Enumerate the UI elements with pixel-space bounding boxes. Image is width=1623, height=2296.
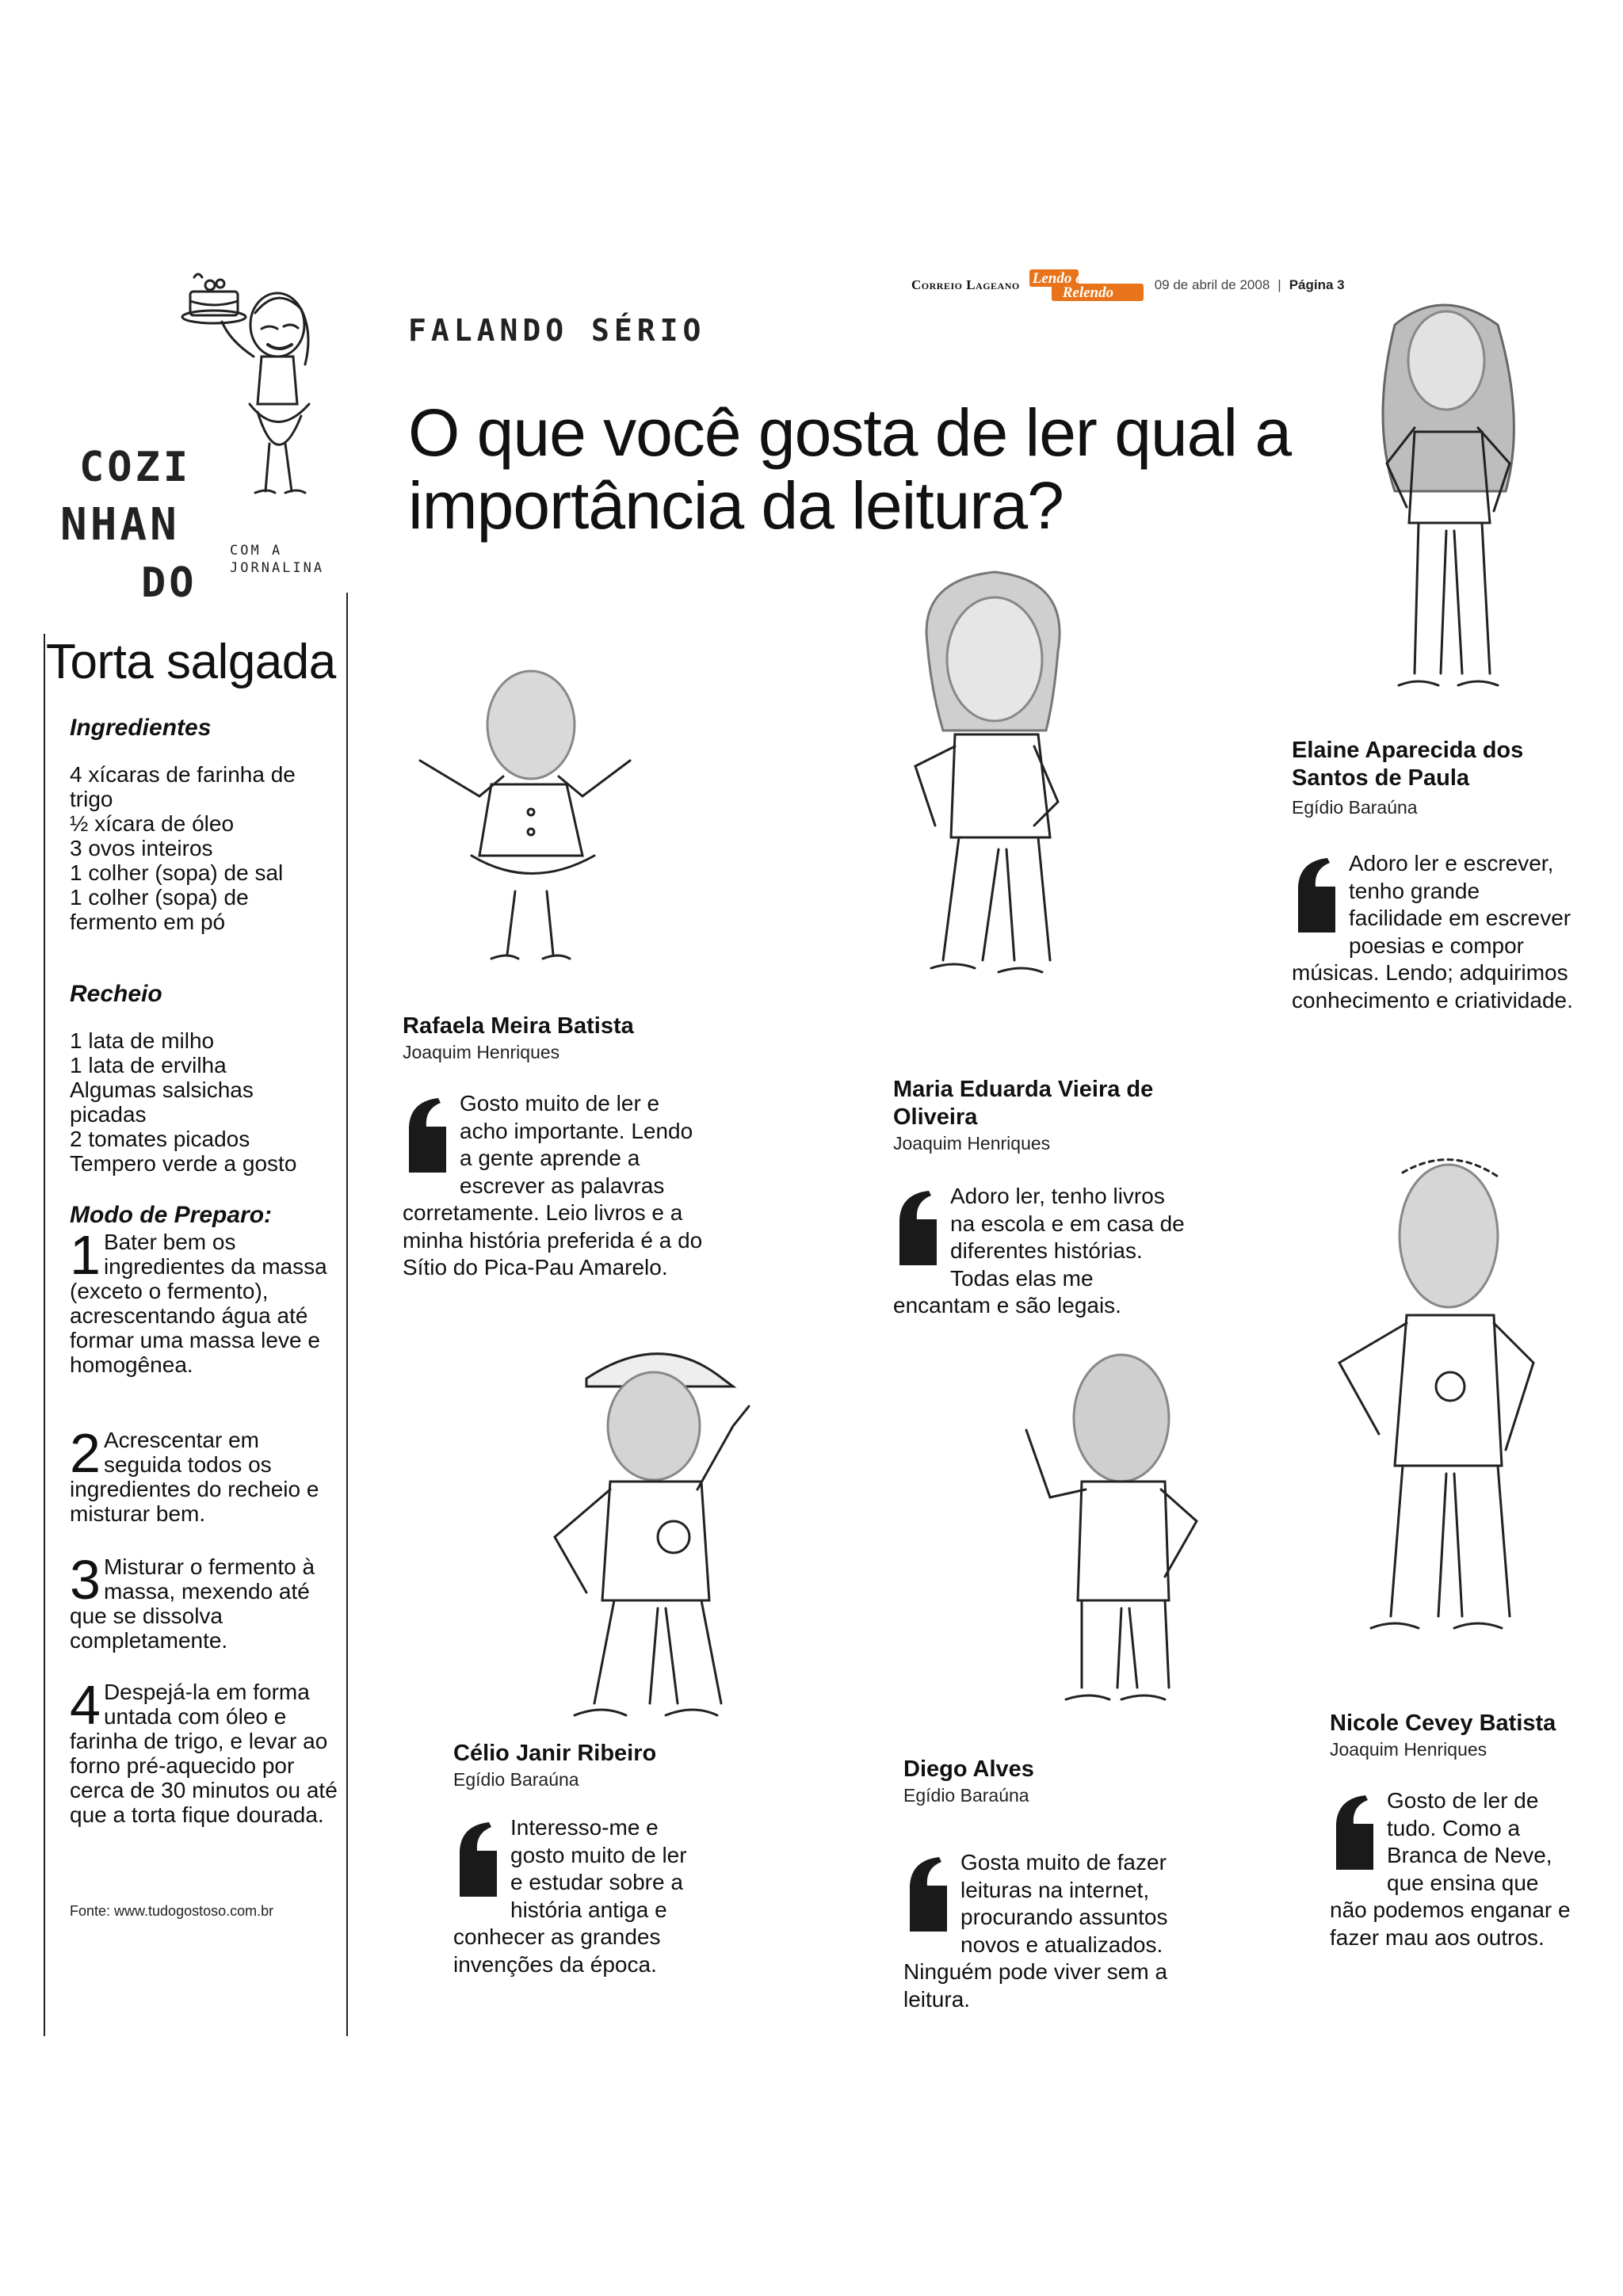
page-number: Página 3 <box>1289 277 1345 292</box>
logo-text-bottom: Relendo <box>1062 284 1114 301</box>
cooking-byline-with: COM A <box>230 543 283 559</box>
person-card-elaine <box>1292 737 1577 1014</box>
celio-figure-illustration <box>539 1331 769 1751</box>
person-name: Diego Alves <box>903 1756 1034 1782</box>
ingredient-item: fermento em pó <box>70 910 226 934</box>
person-quote <box>1330 1787 1571 1951</box>
person-card-celio <box>453 1740 691 1978</box>
person-card-maria-eduarda <box>893 1076 1186 1320</box>
filling-item: Algumas salsichas <box>70 1077 254 1102</box>
quote-mark-icon <box>453 1819 501 1898</box>
person-name: Nicole Cevey Batista <box>1330 1711 1556 1736</box>
recipe-title: Torta salgada <box>46 635 336 689</box>
filling-item: Tempero verde a gosto <box>70 1151 297 1176</box>
person-school: Egídio Baraúna <box>453 1769 579 1790</box>
page-header <box>911 269 1395 301</box>
quote-mark-icon <box>903 1854 951 1933</box>
section-kicker: FALANDO SÉRIO <box>408 313 706 348</box>
person-school: Egídio Baraúna <box>1292 797 1418 818</box>
person-card-diego <box>903 1756 1193 2013</box>
person-quote <box>403 1090 704 1282</box>
method-step <box>70 1422 341 1526</box>
person-quote-text: Gosto de ler de tudo. Como a Branca de Neve, que ensina que não podemos enganar e fazer mau aos outros. <box>1330 1788 1571 1950</box>
logo-text-top: Lendo e <box>1032 270 1083 287</box>
issue-date: 09 de abril de 2008 <box>1154 277 1270 292</box>
method-step <box>70 1549 341 1653</box>
person-school: Joaquim Henriques <box>403 1042 560 1062</box>
newspaper-name: Correio Lageano <box>911 277 1020 292</box>
person-card-rafaela <box>403 1013 704 1282</box>
maria-eduarda-figure-illustration <box>888 564 1109 1028</box>
filling-item: 1 lata de milho <box>70 1028 215 1053</box>
filling-item: 1 lata de ervilha <box>70 1053 227 1077</box>
person-quote <box>903 1849 1193 2013</box>
quote-mark-icon <box>1330 1792 1377 1871</box>
step-number: 2 <box>70 1422 101 1484</box>
cooking-byline-name: JORNALINA <box>230 560 325 576</box>
filling-heading: Recheio <box>70 981 162 1007</box>
person-school: Egídio Baraúna <box>903 1785 1029 1806</box>
quote-mark-icon <box>1292 855 1339 934</box>
step-text: Bater bem os ingredientes da massa (exceto o fermento), acrescentando água até formar uma massa leve e homogênea. <box>70 1230 327 1377</box>
person-name: Elaine Aparecida dos Santos de Paula <box>1292 738 1524 791</box>
person-card-nicole <box>1330 1710 1571 1951</box>
method-heading: Modo de Preparo: <box>70 1202 273 1228</box>
ingredient-item: 3 ovos inteiros <box>70 836 213 860</box>
step-text: Acrescentar em seguida todos os ingredientes do recheio e misturar bem. <box>70 1428 319 1526</box>
diego-figure-illustration <box>1002 1339 1224 1743</box>
lendo-relendo-logo <box>1028 268 1147 303</box>
recipe-source: Fonte: www.tudogostoso.com.br <box>70 1903 274 1919</box>
rafaela-figure-illustration <box>404 654 642 994</box>
method-step <box>70 1674 341 1827</box>
ingredients-list <box>70 762 339 934</box>
article-title: O que você gosta de ler qual a importância da leitura? <box>408 395 1292 543</box>
person-quote-text: Adoro ler, tenho livros na escola e em casa de diferentes histórias. Todas elas me encantam e são legais. <box>893 1184 1185 1318</box>
person-quote <box>1292 850 1577 1014</box>
step-number: 1 <box>70 1224 101 1286</box>
quote-mark-icon <box>893 1188 941 1267</box>
person-quote-text: Adoro ler e escrever, tenho grande facilidade em escrever poesias e compor músicas. Lendo; adquirimos conhecimento e criatividade. <box>1292 851 1573 1013</box>
recipe-column-right-rule <box>346 593 348 2036</box>
person-name: Célio Janir Ribeiro <box>453 1741 657 1766</box>
person-school: Joaquim Henriques <box>1330 1739 1487 1760</box>
waitress-mascot-illustration <box>166 269 365 507</box>
cooking-title-line2: NHAN <box>60 499 180 551</box>
person-quote <box>893 1183 1186 1320</box>
ingredient-item: 4 xícaras de farinha de <box>70 762 296 787</box>
header-separator: | <box>1277 277 1281 292</box>
filling-item: 2 tomates picados <box>70 1127 250 1151</box>
person-name: Maria Eduarda Vieira de Oliveira <box>893 1077 1154 1130</box>
cooking-title-line3: DO <box>141 559 197 607</box>
step-text: Despejá-la em forma untada com óleo e farinha de trigo, e levar ao forno pré-aquecido por cerca de 30 minutos ou até que a torta fique dourada. <box>70 1680 338 1827</box>
person-quote-text: Interesso-me e gosto muito de ler e estudar sobre a história antiga e conhecer as grandes invenções da época. <box>453 1815 687 1977</box>
recipe-column-left-rule <box>44 634 45 2036</box>
person-school: Joaquim Henriques <box>893 1133 1051 1154</box>
ingredient-item: 1 colher (sopa) de <box>70 885 249 910</box>
ingredients-heading: Ingredientes <box>70 715 212 741</box>
person-quote-text: Gosto muito de ler e acho importante. Lendo a gente aprende a escrever as palavras corretamente. Leio livros e a minha história preferida é a do Sítio do Pica-Pau Amarelo. <box>403 1091 703 1280</box>
ingredient-item: trigo <box>70 787 113 811</box>
ingredient-item: ½ xícara de óleo <box>70 811 235 836</box>
step-text: Misturar o fermento à massa, mexendo até que se dissolva completamente. <box>70 1554 315 1653</box>
method-step <box>70 1224 341 1377</box>
nicole-figure-illustration <box>1316 1149 1553 1688</box>
cooking-title-line1: COZI <box>79 444 192 491</box>
quote-mark-icon <box>403 1095 450 1174</box>
step-number: 3 <box>70 1549 101 1611</box>
ingredient-item: 1 colher (sopa) de sal <box>70 860 284 885</box>
filling-item: picadas <box>70 1102 147 1127</box>
person-name: Rafaela Meira Batista <box>403 1013 634 1039</box>
person-quote-text: Gosta muito de fazer leituras na internet, procurando assuntos novos e atualizados. Ninguém pode viver sem a leitura. <box>903 1850 1168 2012</box>
filling-list <box>70 1028 339 1176</box>
cooking-byline <box>230 542 324 577</box>
step-number: 4 <box>70 1674 101 1736</box>
person-quote <box>453 1814 691 1978</box>
elaine-figure-illustration <box>1339 293 1561 721</box>
